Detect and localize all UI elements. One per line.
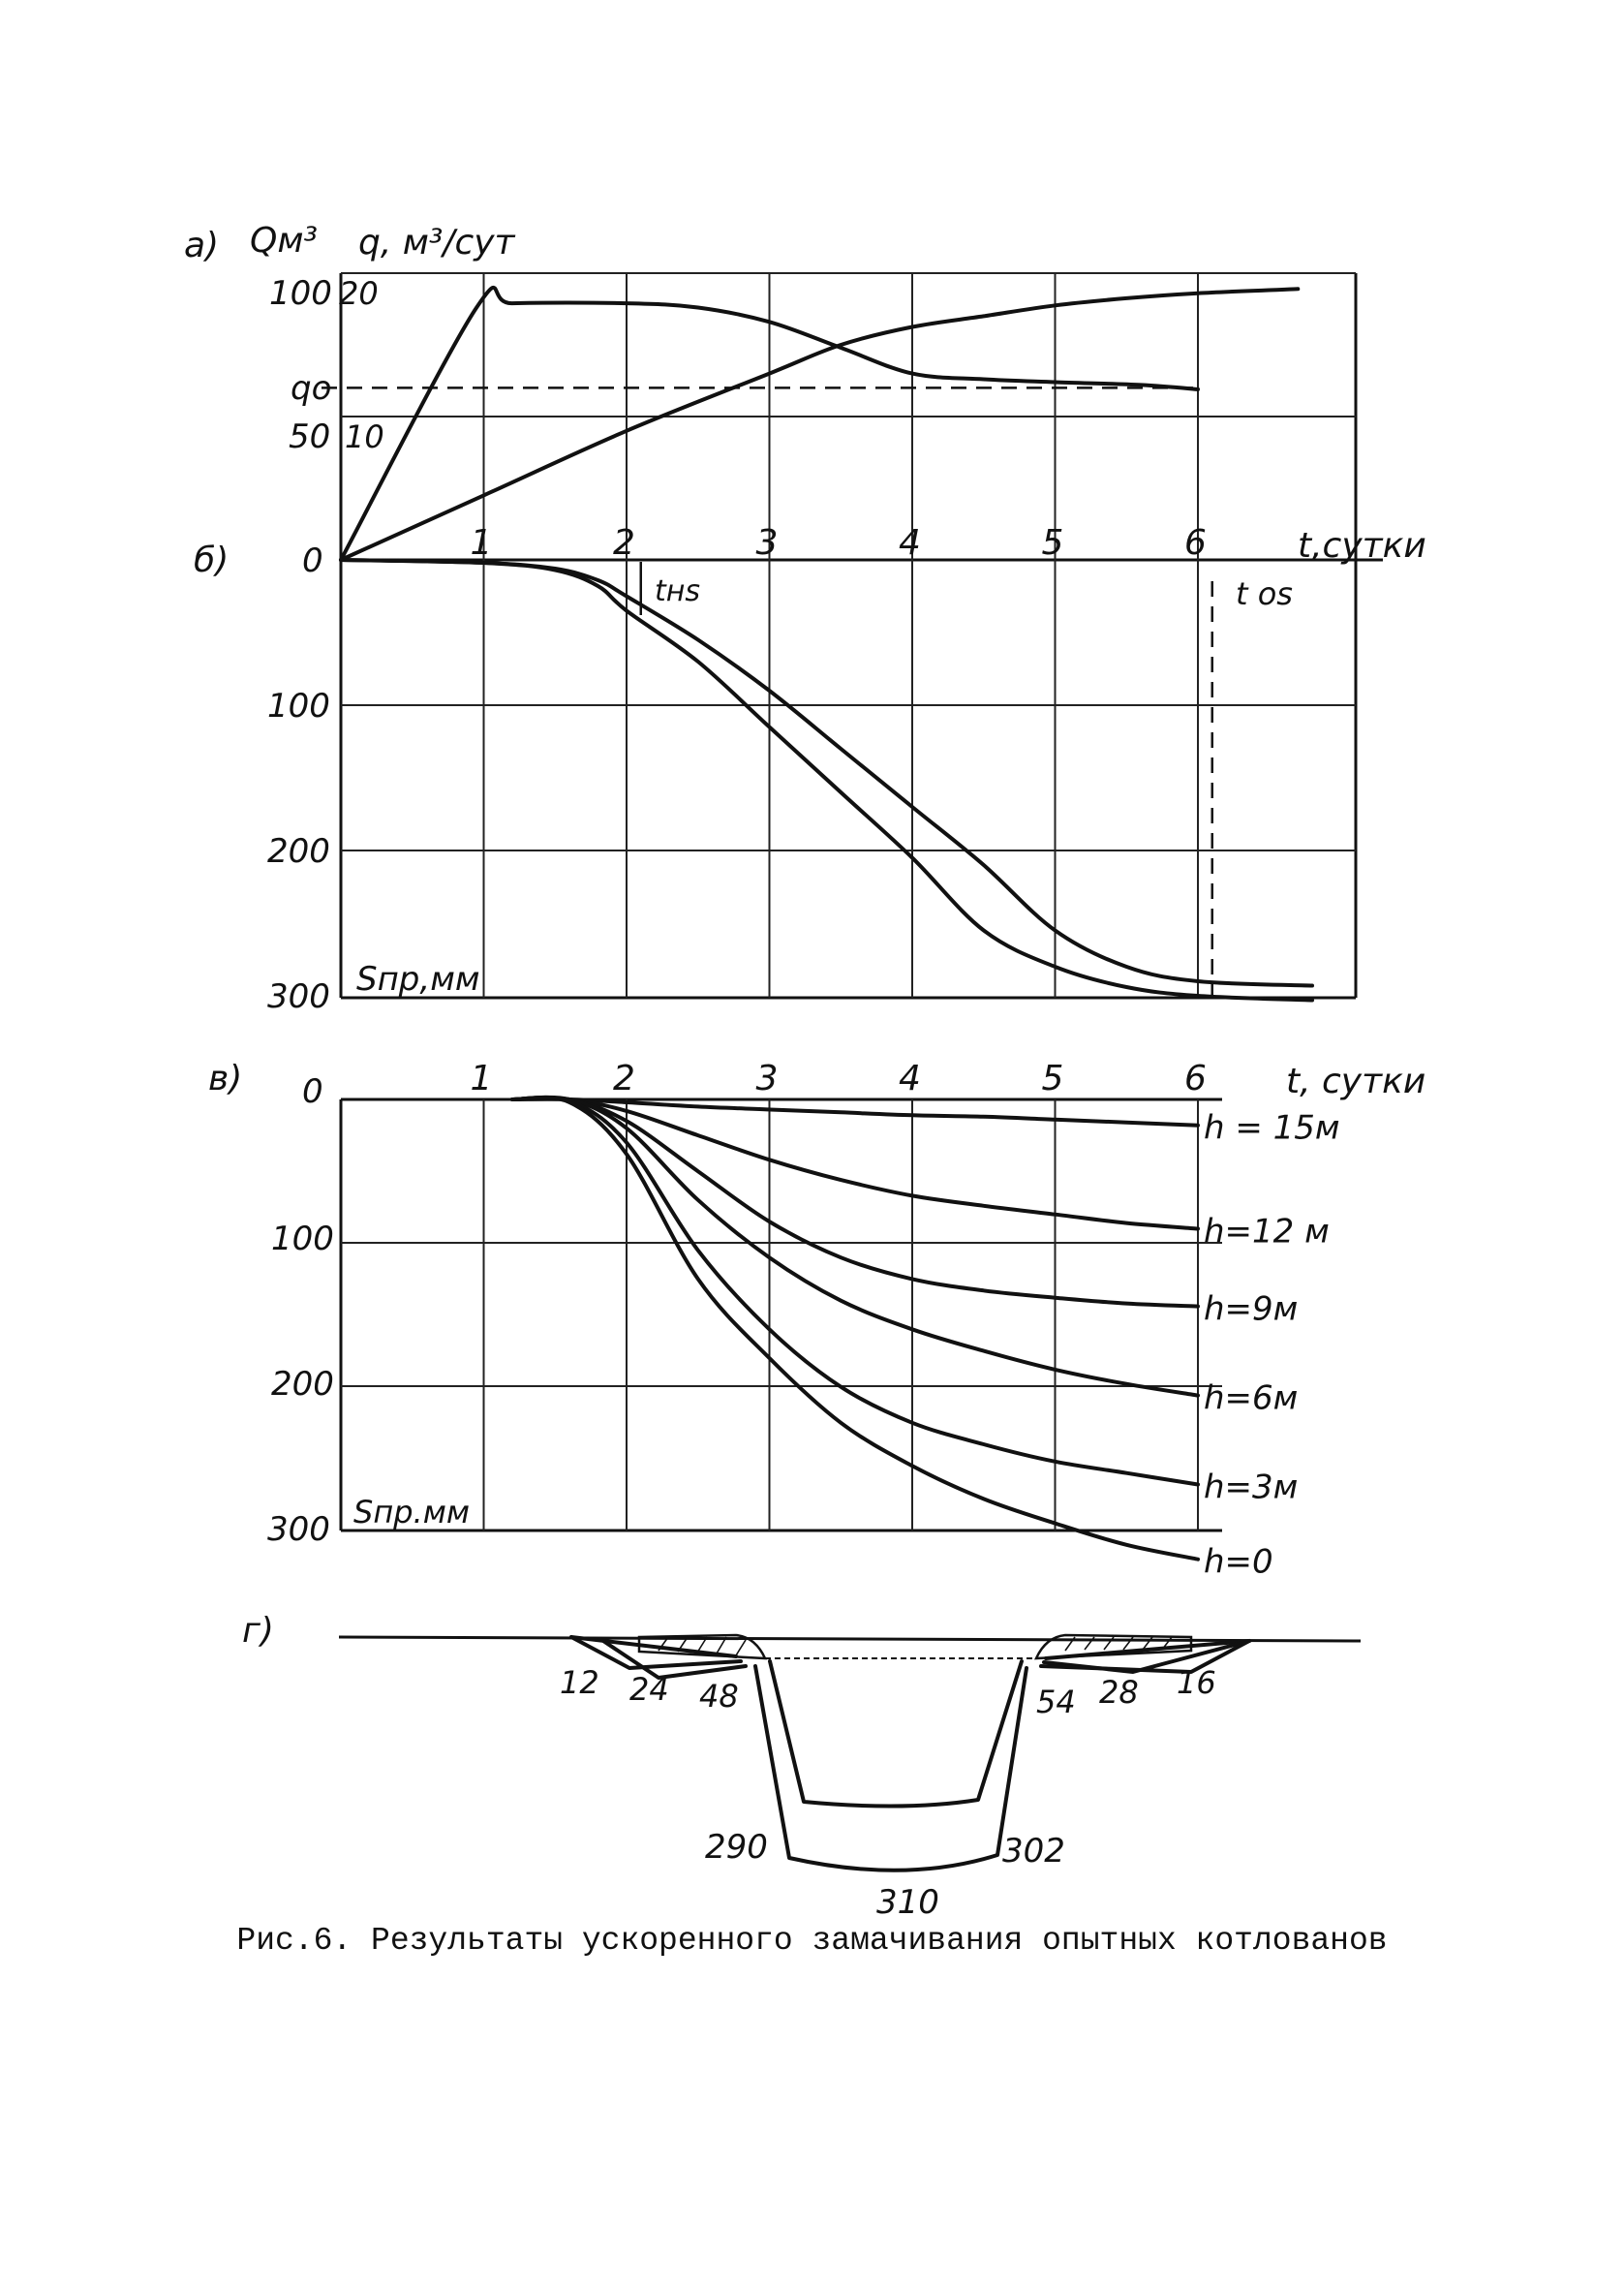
panel-b-ytick-300: 300 xyxy=(267,977,330,1016)
panel-c-series-label-0: h = 15м xyxy=(1204,1108,1340,1148)
panel-a xyxy=(184,221,516,456)
panel-c-x-ticks xyxy=(471,1059,1207,1098)
t-os-annotation: t os xyxy=(1236,575,1293,612)
panel-b-ytick-100: 100 xyxy=(267,687,330,726)
panel-a-right-axis-label: q, м³/сут xyxy=(358,223,515,263)
panel-c-xtick-6: 6 xyxy=(1184,1059,1207,1098)
panel-c-xtick-5: 5 xyxy=(1041,1059,1064,1098)
panel-c-ytick-300: 300 xyxy=(267,1510,330,1549)
figure-caption: Рис.6. Результаты ускоренного замачивания опытных котлованов xyxy=(236,1923,1388,1959)
panel-b-xtick-3: 3 xyxy=(755,523,779,563)
panel-b-settlement-curve-2 xyxy=(341,560,1312,1001)
panel-b-ytick-200: 200 xyxy=(267,832,330,871)
ground-surface-line xyxy=(339,1637,1361,1641)
panel-d xyxy=(242,1611,1361,1922)
panel-c-xtick-3: 3 xyxy=(755,1059,779,1098)
panel-c-curve-4 xyxy=(512,1098,1198,1485)
panel-c-series-labels xyxy=(1204,1109,1340,1582)
panel-b-xtick-5: 5 xyxy=(1041,523,1064,563)
panel-c-series-label-5: h=0 xyxy=(1204,1542,1273,1582)
panel-c-series-label-4: h=3м xyxy=(1204,1468,1299,1507)
panel-b-curves xyxy=(341,560,1312,1001)
panel-b-label: б) xyxy=(194,541,230,580)
panel-c xyxy=(208,1059,1425,1582)
panel-c-xtick-1: 1 xyxy=(470,1059,493,1098)
panel-a-ytick-left-50: 50 xyxy=(289,417,331,456)
panel-c-xtick-2: 2 xyxy=(613,1059,635,1098)
panel-c-series-label-2: h=9м xyxy=(1204,1289,1299,1329)
settlement-label-24: 24 xyxy=(629,1671,669,1708)
settlement-label-16: 16 xyxy=(1177,1664,1216,1701)
panel-c-ytick-200: 200 xyxy=(271,1365,334,1404)
panel-b-xtick-1: 1 xyxy=(470,523,493,563)
panel-b-xtick-6: 6 xyxy=(1184,523,1207,563)
panel-b-y-axis-label: Sпр,мм xyxy=(356,960,480,999)
panel-a-ytick-right-10: 10 xyxy=(345,418,384,455)
panel-c-label: в) xyxy=(208,1059,243,1098)
panel-a-left-axis-label: Qм³ xyxy=(250,221,318,261)
panel-a-ytick-right-20: 20 xyxy=(339,275,379,312)
panel-c-y-axis-label: Sпр.мм xyxy=(353,1494,470,1530)
panel-b-xtick-4: 4 xyxy=(899,523,921,563)
settlement-label-290: 290 xyxy=(705,1828,768,1867)
settlement-label-302: 302 xyxy=(1002,1832,1065,1871)
panel-a-ytick-left-100: 100 xyxy=(269,274,332,313)
panel-b-settlement-curve-1 xyxy=(341,560,1312,986)
panel-d-label: г) xyxy=(242,1611,274,1651)
panel-b-ytick-0: 0 xyxy=(302,541,323,580)
panel-c-curve-5 xyxy=(512,1098,1198,1560)
panel-c-series-label-3: h=6м xyxy=(1204,1378,1299,1418)
settlement-label-54: 54 xyxy=(1036,1684,1076,1720)
settlement-label-48: 48 xyxy=(699,1678,739,1715)
panel-c-curves xyxy=(512,1098,1198,1560)
grid-ab xyxy=(341,273,1383,998)
panel-c-x-axis-label: t, сутки xyxy=(1286,1062,1426,1101)
settlement-label-28: 28 xyxy=(1099,1674,1139,1711)
panel-b-x-ticks xyxy=(471,523,1207,563)
settlement-label-12: 12 xyxy=(560,1664,599,1701)
panel-b xyxy=(194,523,1426,1016)
panel-c-xtick-4: 4 xyxy=(899,1059,921,1098)
panel-c-series-label-1: h=12 м xyxy=(1204,1212,1330,1252)
panel-a-ref-line-label: qо xyxy=(291,369,332,408)
panel-c-ytick-0: 0 xyxy=(302,1072,323,1111)
panel-b-x-axis-label: t,сутки xyxy=(1298,526,1426,566)
t-ns-annotation: tнs xyxy=(655,574,701,608)
panel-b-xtick-2: 2 xyxy=(613,523,635,563)
settlement-label-310: 310 xyxy=(876,1883,939,1922)
panel-c-ytick-100: 100 xyxy=(271,1220,334,1258)
panel-a-label: а) xyxy=(184,226,220,265)
pit-bottom-initial xyxy=(770,1661,1022,1807)
